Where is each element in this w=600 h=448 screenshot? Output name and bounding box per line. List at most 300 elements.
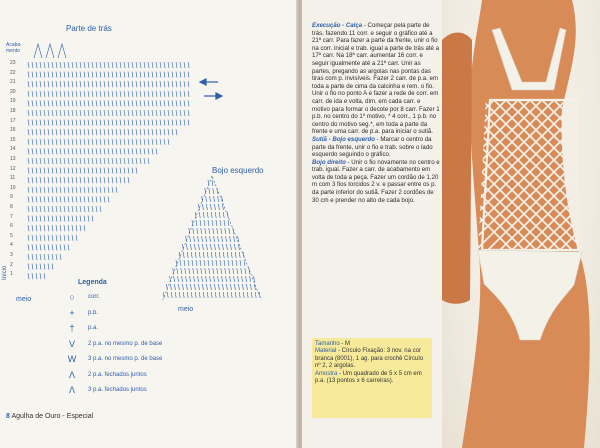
stitch-mark [112,72,113,78]
arrow-icon [200,79,218,85]
stitch-mark [148,129,149,135]
row-number: 11 [10,175,16,182]
row-number: 19 [10,98,16,105]
stitch-mark [28,225,29,231]
stitch-mark [140,158,141,164]
stitch-mark [199,212,200,218]
stitch-mark [216,260,217,266]
stitch-mark [233,268,234,274]
stitch-mark [56,225,57,231]
stitch-mark [170,284,171,290]
stitch-mark [40,129,41,135]
stitch-mark [223,252,224,258]
stitch-mark [96,148,97,154]
stitch-mark [72,110,73,116]
stitch-mark [116,129,117,135]
stitch-mark [205,188,206,194]
stitch-mark [116,110,117,116]
stitch-mark [60,168,61,174]
stitch-mark [198,236,199,242]
stitch-mark [148,72,149,78]
stitch-mark [136,158,137,164]
stitch-mark [227,292,228,298]
stitch-mark [64,206,65,212]
stitch-mark [48,187,49,193]
stitch-mark [40,139,41,145]
stitch-mark [197,228,198,234]
stitch-mark [164,91,165,97]
stitch-mark [199,292,200,298]
stitch-mark [92,148,93,154]
stitch-mark [128,177,129,183]
stitch-mark [68,91,69,97]
stitch-mark [28,206,29,212]
stitch-mark [108,100,109,106]
stitch-mark [203,212,204,218]
stitch-mark [120,148,121,154]
stitch-mark [56,196,57,202]
stitch-mark [64,235,65,241]
row-number: 13 [10,156,16,162]
stitch-mark [116,120,117,126]
stitch-mark [108,158,109,164]
stitch-mark [44,110,45,116]
legend-symbol-icon: Λ [68,369,75,380]
stitch-mark [104,81,105,87]
stitch-mark [230,284,231,290]
stitch-mark [164,110,165,116]
stitch-mark [184,72,185,78]
stitch-mark [218,284,219,290]
stitch-mark [76,148,77,154]
stitch-mark [68,206,69,212]
stitch-mark [68,225,69,231]
stitch-mark [128,100,129,106]
stitch-mark [212,220,213,226]
stitch-mark [48,81,49,87]
stitch-mark [84,129,85,135]
stitch-mark [36,168,37,174]
stitch-mark [108,72,109,78]
stitch-mark [68,139,69,145]
stitch-mark [214,276,215,282]
stitch-mark [60,196,61,202]
stitch-mark [180,62,181,68]
stitch-mark [144,148,145,154]
stitch-mark [194,244,195,250]
stitch-mark [184,260,185,266]
legend-label: corr. [88,294,100,300]
footer [6,413,93,420]
stitch-mark [104,196,105,202]
stitch-mark [68,62,69,68]
stitch-mark [52,206,53,212]
stitch-mark [68,235,69,241]
stitch-mark [183,292,184,298]
stitch-mark [198,204,199,210]
stitch-mark [60,235,61,241]
stitch-mark [40,91,41,97]
stitch-mark [100,110,101,116]
stitch-mark [28,100,29,106]
stitch-mark [160,62,161,68]
legend-symbol-icon: † [69,323,75,333]
stitch-mark [84,216,85,222]
stitch-mark [168,139,169,145]
stitch-mark [172,100,173,106]
stitch-mark [245,268,246,274]
stitch-mark [60,187,61,193]
stitch-mark [72,168,73,174]
stitch-mark [198,276,199,282]
stitch-mark [172,129,173,135]
stitch-mark [48,177,49,183]
tamanho-key: Tamanho [315,341,340,347]
stitch-mark [108,110,109,116]
stitch-mark [201,268,202,274]
stitch-mark [96,168,97,174]
stitch-mark [206,244,207,250]
row-number: 18 [10,108,16,114]
stitch-mark [108,168,109,174]
strap-mark [46,44,54,58]
stitch-mark [64,177,65,183]
stitch-mark [136,81,137,87]
stitch-mark [64,244,65,250]
stitch-mark [48,100,49,106]
stitch-mark [152,81,153,87]
stitch-mark [52,129,53,135]
stitch-mark [124,168,125,174]
stitch-mark [108,139,109,145]
stitch-mark [213,268,214,274]
stitch-mark [226,244,227,250]
stitch-mark [218,204,219,210]
stitch-mark [36,91,37,97]
stitch-mark [48,129,49,135]
stitch-mark [132,158,133,164]
stitch-mark [72,139,73,145]
stitch-mark [28,168,29,174]
stitch-mark [52,244,53,250]
stitch-mark [136,148,137,154]
stitch-mark [44,244,45,250]
stitch-mark [100,177,101,183]
stitch-mark [96,91,97,97]
stitch-mark [88,91,89,97]
stitch-mark [239,292,240,298]
stitch-mark [112,100,113,106]
stitch-mark [140,139,141,145]
stitch-mark [92,91,93,97]
stitch-mark [128,148,129,154]
stitch-mark [68,148,69,154]
stitch-mark [72,235,73,241]
stitch-mark [210,244,211,250]
stitch-mark [238,276,239,282]
stitch-mark [136,100,137,106]
stitch-mark [48,148,49,154]
row-number: 7 [10,213,13,220]
stitch-mark [64,139,65,145]
stitch-mark [64,129,65,135]
stitch-mark [180,72,181,78]
stitch-mark [148,148,149,154]
stitch-mark [156,110,157,116]
stitch-mark [48,216,49,222]
stitch-mark [36,264,37,270]
stitch-mark [128,129,129,135]
stitch-mark [72,91,73,97]
stitch-mark [168,91,169,97]
stitch-mark [190,236,191,242]
stitch-mark [184,91,185,97]
stitch-mark [247,292,248,298]
stitch-mark [128,168,129,174]
stitch-mark [44,129,45,135]
stitch-mark [52,148,53,154]
stitch-mark [190,276,191,282]
stitch-mark [92,120,93,126]
stitch-mark [144,158,145,164]
stitch-mark [214,284,215,290]
stitch-mark [84,120,85,126]
stitch-mark [160,100,161,106]
stitch-mark [84,72,85,78]
stitch-mark [84,225,85,231]
stitch-mark [255,292,256,298]
stitch-mark [44,81,45,87]
legend-label: p.a. [88,325,99,331]
stitch-mark [52,196,53,202]
stitch-mark [116,187,117,193]
stitch-mark [100,139,101,145]
stitch-mark [40,196,41,202]
stitch-mark [197,268,198,274]
stitch-mark [28,187,29,193]
stitch-mark [76,81,77,87]
stitch-mark [64,110,65,116]
stitch-mark [136,91,137,97]
stitch-mark [36,225,37,231]
stitch-mark [183,252,184,258]
stitch-mark [48,110,49,116]
stitch-mark [48,254,49,260]
stitch-mark [44,168,45,174]
stitch-mark [210,236,211,242]
stitch-mark [40,120,41,126]
stitch-mark [152,72,153,78]
stitch-mark [84,168,85,174]
stitch-mark [206,236,207,242]
stitch-mark [80,100,81,106]
stitch-mark [92,168,93,174]
stitch-mark [116,81,117,87]
stitch-mark [132,62,133,68]
stitch-mark [56,120,57,126]
stitch-mark [100,158,101,164]
stitch-mark [32,187,33,193]
stitch-mark [32,235,33,241]
stitch-mark [180,81,181,87]
stitch-mark [40,100,41,106]
stitch-mark [96,206,97,212]
stitch-mark [44,177,45,183]
row-number: 8 [10,204,13,210]
stitch-mark [120,62,121,68]
stitch-mark [237,268,238,274]
stitch-mark [204,220,205,226]
stitch-mark [40,110,41,116]
stitch-mark [108,62,109,68]
stitch-mark [36,81,37,87]
stitch-mark [88,206,89,212]
stitch-mark [32,139,33,145]
row-number: 12 [10,165,16,172]
stitch-mark [84,196,85,202]
stitch-mark [206,276,207,282]
stitch-mark [144,91,145,97]
stitch-mark [231,292,232,298]
stitch-mark [28,110,29,116]
stitch-mark [72,120,73,126]
left-page [0,0,298,448]
stitch-mark [164,139,165,145]
stitch-mark [195,292,196,298]
stitch-mark [184,81,185,87]
stitch-mark [140,91,141,97]
stitch-mark [176,72,177,78]
stitch-mark [205,268,206,274]
stitch-mark [186,284,187,290]
stitch-mark [232,260,233,266]
mesh-line [578,100,600,250]
stitch-mark [112,129,113,135]
stitch-mark [215,292,216,298]
stitch-mark [160,81,161,87]
stitch-mark [32,206,33,212]
stitch-mark [92,110,93,116]
stitch-mark [104,187,105,193]
stitch-mark [36,139,37,145]
stitch-mark [36,254,37,260]
stitch-mark [48,264,49,270]
stitch-mark [156,100,157,106]
stitch-mark [36,235,37,241]
stitch-mark [56,62,57,68]
stitch-mark [112,91,113,97]
instr-head-3: Bojo direito [312,158,346,166]
stitch-mark [219,252,220,258]
stitch-mark [218,276,219,282]
stitch-mark [148,139,149,145]
stitch-mark [144,129,145,135]
stitch-mark [28,235,29,241]
stitch-mark [80,139,81,145]
stitch-mark [160,110,161,116]
stitch-mark [104,72,105,78]
stitch-mark [136,120,137,126]
stitch-mark [152,100,153,106]
stitch-mark [40,158,41,164]
stitch-mark [60,129,61,135]
stitch-mark [205,228,206,234]
stitch-mark [230,236,231,242]
stitch-mark [96,187,97,193]
stitch-mark [144,139,145,145]
stitch-mark [36,216,37,222]
stitch-mark [144,110,145,116]
stitch-mark [144,100,145,106]
stitch-mark [88,100,89,106]
stitch-mark [72,100,73,106]
stitch-mark [218,196,219,202]
stitch-mark [222,276,223,282]
stitch-mark [68,120,69,126]
stitch-mark [28,81,29,87]
stitch-mark [168,62,169,68]
stitch-mark [164,129,165,135]
stitch-mark [214,244,215,250]
stitch-mark [104,139,105,145]
stitch-mark [40,148,41,154]
stitch-mark [212,180,213,186]
stitch-mark [48,72,49,78]
stitch-mark [88,139,89,145]
stitch-mark [96,62,97,68]
stitch-mark [160,72,161,78]
stitch-mark [28,72,29,78]
stitch-mark [211,212,212,218]
row-number: 21 [10,79,16,86]
stitch-mark [88,196,89,202]
stitch-mark [92,129,93,135]
row-number: 10 [10,184,16,191]
stitch-mark [178,276,179,282]
stitch-mark [64,120,65,126]
back-part-diagram [28,44,189,279]
stitch-mark [52,100,53,106]
stitch-mark [40,254,41,260]
stitch-mark [60,225,61,231]
legend-label: p.b. [88,309,99,316]
legend-symbol-icon: + [69,307,75,318]
stitch-mark [80,225,81,231]
stitch-mark [80,62,81,68]
stitch-mark [148,158,149,164]
row-number: 17 [10,117,16,124]
stitch-mark [140,100,141,106]
stitch-mark [84,158,85,164]
stitch-mark [224,220,225,226]
stitch-mark [100,120,101,126]
stitch-mark [32,129,33,135]
stitch-mark [80,129,81,135]
stitch-mark [132,110,133,116]
stitch-mark [228,260,229,266]
stitch-mark [68,158,69,164]
stitch-mark [215,252,216,258]
stitch-mark [175,292,176,298]
stitch-mark [230,276,231,282]
stitch-mark [238,284,239,290]
stitch-mark [92,187,93,193]
stitch-mark [172,62,173,68]
stitch-mark [96,100,97,106]
stitch-mark [116,100,117,106]
stitch-mark [108,187,109,193]
stitch-mark [36,120,37,126]
